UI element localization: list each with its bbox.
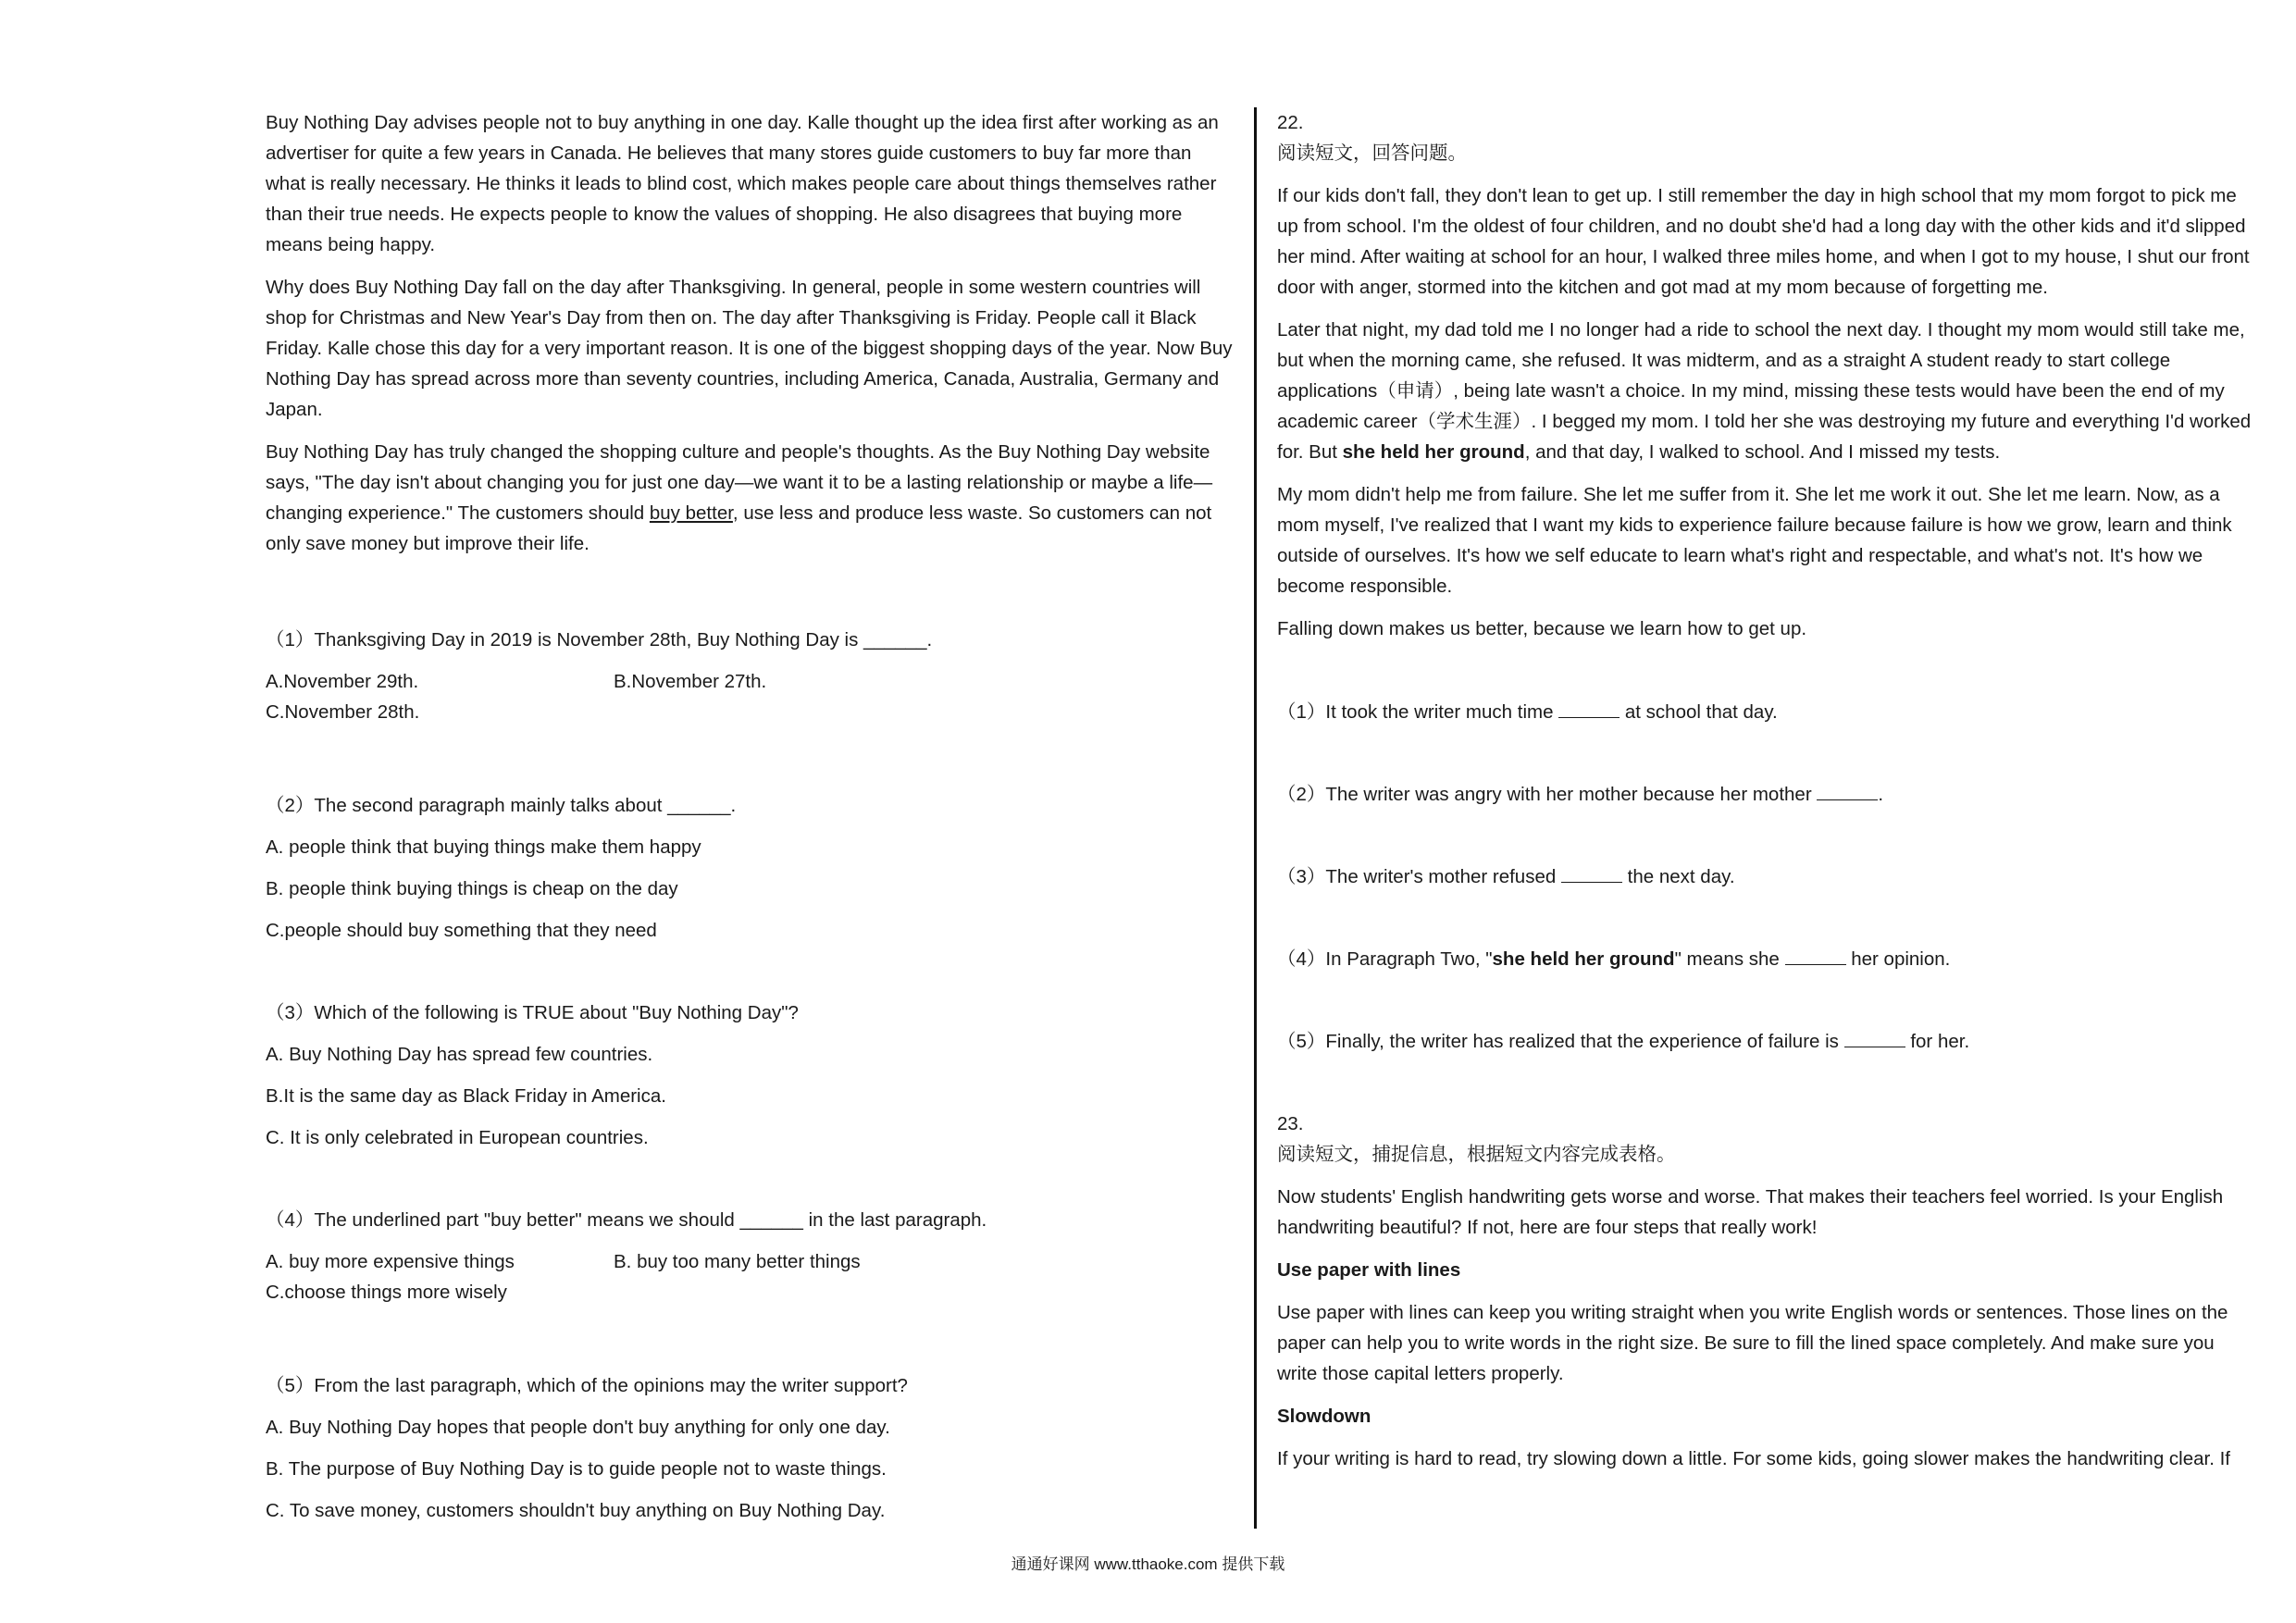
- question-3: [1277, 861, 2253, 892]
- paragraph-text: , and that day, I walked to school. And I missed my tests.: [1524, 441, 2001, 463]
- option-a: A.November 29th.: [266, 671, 419, 692]
- spacer: [1277, 1068, 2253, 1109]
- question-text: （1）It took the writer much time: [1277, 701, 1559, 723]
- underlined-phrase: buy better: [649, 502, 733, 524]
- answer-blank[interactable]: [1844, 1026, 1905, 1047]
- option-a: A. buy more expensive things: [266, 1251, 515, 1272]
- spacer: [1277, 821, 2253, 861]
- question-text: （2）The writer was angry with her mother because her mother: [1277, 784, 1818, 805]
- passage-paragraph-4: Falling down makes us better, because we learn how to get up.: [1277, 618, 1807, 639]
- passage-paragraph-2: [1277, 315, 2253, 467]
- paragraph-text: Buy Nothing Day has truly changed the shopping culture and people's thoughts. As the Buy Nothing Day website says, "The day isn't about changing you for just one day—we want it to be a lasting relationship or maybe a life—changing experience." The customers should: [266, 441, 1213, 524]
- option-b: B. buy too many better things: [614, 1251, 861, 1272]
- spacer: [266, 957, 1233, 997]
- spacer: [266, 738, 1233, 790]
- question-text: （5）Finally, the writer has realized that the experience of failure is: [1277, 1031, 1844, 1052]
- question-text: at school that day.: [1620, 701, 1778, 723]
- option-row: [266, 666, 1233, 697]
- option-c: C.people should buy something that they need: [266, 920, 657, 941]
- passage-paragraph-2: Why does Buy Nothing Day fall on the day after Thanksgiving. In general, people in some western countries will shop for Christmas and New Year's Day from then on. The day after Thanksgiving is Friday. People call it Black Friday. Kalle chose this day for a very important reason. It is one of the biggest shopping days of the year. Now Buy Nothing Day has spread across more than seventy countries, including America, Canada, Australia, Germany and Japan.: [266, 277, 1233, 420]
- section-heading-paper: Use paper with lines: [1277, 1259, 1461, 1281]
- bold-phrase: she held her ground: [1342, 441, 1525, 463]
- option-row: [266, 1246, 1233, 1277]
- question-text: " means she: [1674, 948, 1785, 970]
- bold-phrase: she held her ground: [1492, 948, 1675, 970]
- option-a: A. Buy Nothing Day has spread few countries.: [266, 1044, 653, 1065]
- question-5: [1277, 1026, 2253, 1057]
- answer-blank[interactable]: [1561, 861, 1622, 883]
- option-b: B. The purpose of Buy Nothing Day is to guide people not to waste things.: [266, 1458, 887, 1480]
- option-a: A. people think that buying things make them happy: [266, 836, 701, 858]
- instruction-22: 阅读短文，回答问题。: [1277, 142, 1467, 164]
- question-text: for her.: [1905, 1031, 1970, 1052]
- column-divider: [1254, 107, 1257, 1529]
- answer-blank[interactable]: [1785, 944, 1846, 965]
- option-b: B.It is the same day as Black Friday in America.: [266, 1085, 666, 1107]
- right-column: [1277, 107, 2253, 1486]
- question-text: （4）In Paragraph Two, ": [1277, 948, 1493, 970]
- paragraph-text: , use less and produce less waste. So customers can not only save money but improve their life.: [266, 502, 1212, 554]
- spacer: [266, 571, 1233, 625]
- option-b: B. people think buying things is cheap on the day: [266, 878, 678, 899]
- passage-paragraph-5: Now students' English handwriting gets worse and worse. That makes their teachers feel worried. Is your English handwriting beautiful? If not, here are four steps that really work!: [1277, 1186, 2224, 1238]
- option-c: C.choose things more wisely: [266, 1282, 507, 1303]
- question-3: （3）Which of the following is TRUE about "Buy Nothing Day"?: [266, 1002, 799, 1023]
- spacer: [1277, 656, 2253, 697]
- question-4: [1277, 944, 2253, 974]
- option-c: C. To save money, customers shouldn't buy anything on Buy Nothing Day.: [266, 1500, 886, 1521]
- option-a: A. Buy Nothing Day hopes that people don't buy anything for only one day.: [266, 1417, 890, 1438]
- spacer: [1277, 985, 2253, 1026]
- answer-blank[interactable]: [1558, 697, 1620, 718]
- question-number-22: 22.: [1277, 112, 1304, 133]
- passage-paragraph-1: If our kids don't fall, they don't lean to get up. I still remember the day in high school that my mom forgot to pick me up from school. I'm the oldest of four children, and no doubt she'd had a long day with the other kids and it'd slipped her mind. After waiting at school for an hour, I walked three miles home, and when I got to my house, I shut our front door with anger, stormed into the kitchen and got mad at my mom because of forgetting me.: [1277, 185, 2250, 298]
- left-column: [266, 107, 1233, 1537]
- option-c: C. It is only celebrated in European countries.: [266, 1127, 649, 1148]
- answer-blank[interactable]: [1817, 779, 1878, 800]
- instruction-23: 阅读短文，捕捉信息，根据短文内容完成表格。: [1277, 1144, 1676, 1165]
- passage-paragraph-7: If your writing is hard to read, try slowing down a little. For some kids, going slower makes the handwriting clear. If: [1277, 1448, 2231, 1469]
- spacer: [266, 1319, 1233, 1370]
- passage-paragraph-1: Buy Nothing Day advises people not to buy anything in one day. Kalle thought up the idea first after working as an advertiser for quite a few years in Canada. He believes that many stores guide customers to buy far more than what is really necessary. He thinks it leads to blind cost, which makes people care about things themselves rather than their true needs. He expects people to know the values of shopping. He also disagrees that buying more means being happy.: [266, 112, 1219, 255]
- question-1: [1277, 697, 2253, 727]
- question-text: her opinion.: [1845, 948, 1951, 970]
- question-1: （1）Thanksgiving Day in 2019 is November 28th, Buy Nothing Day is ______.: [266, 629, 933, 650]
- spacer: [1277, 903, 2253, 944]
- question-text: （3）The writer's mother refused: [1277, 866, 1561, 887]
- section-heading-slowdown: Slowdown: [1277, 1406, 1371, 1427]
- passage-paragraph-3: [266, 437, 1233, 559]
- spacer: [266, 1164, 1233, 1205]
- option-b: B.November 27th.: [614, 671, 767, 692]
- spacer: [1277, 738, 2253, 779]
- question-text: the next day.: [1621, 866, 1735, 887]
- question-2: [1277, 779, 2253, 810]
- question-text: .: [1878, 784, 1884, 805]
- passage-paragraph-3: My mom didn't help me from failure. She let me suffer from it. She let me work it out. She let me learn. Now, as a mom myself, I've realized that I want my kids to experience failure because failure is how we grow, learn and think outside of ourselves. It's how we self educate to learn what's right and respectable, and what's not. It's how we become responsible.: [1277, 484, 2232, 597]
- question-4: （4）The underlined part "buy better" means we should ______ in the last paragraph.: [266, 1209, 987, 1231]
- passage-paragraph-6: Use paper with lines can keep you writing straight when you write English words or sentences. Those lines on the paper can help you to write words in the right size. Be sure to fill the lined space completely. And make sure you write those capital letters properly.: [1277, 1302, 2228, 1384]
- question-2: （2）The second paragraph mainly talks about ______.: [266, 795, 737, 816]
- option-c: C.November 28th.: [266, 701, 420, 723]
- footer-source: 通通好课网 www.tthaoke.com 提供下载: [1011, 1555, 1285, 1573]
- paragraph-text: Later that night, my dad told me I no longer had a ride to school the next day. I thought my mom would still take me, but when the morning came, she refused. It was midterm, and as a straight A student ready to start college applications（申请）, being late wasn't a choice. In my mind, missing these tests would have been the end of my academic career（学术生涯）. I begged my mom. I told her she was destroying my future and everything I'd worked for. But: [1277, 319, 2252, 463]
- question-number-23: 23.: [1277, 1113, 1304, 1134]
- question-5: （5）From the last paragraph, which of the opinions may the writer support?: [266, 1375, 908, 1396]
